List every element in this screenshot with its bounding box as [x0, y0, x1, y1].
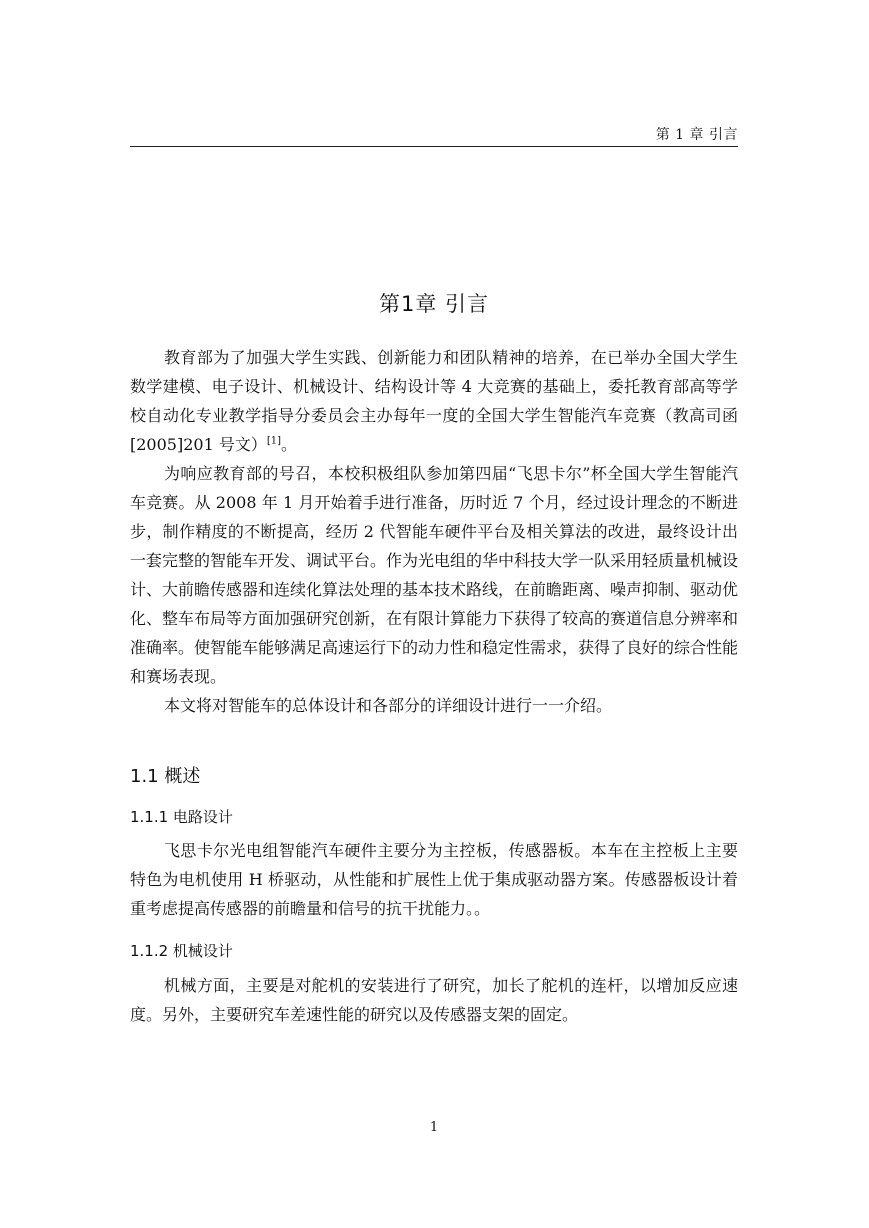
subsection-title-circuit-design: 1.1.1 电路设计: [130, 808, 233, 826]
intro-block: [130, 343, 738, 720]
running-header: [130, 122, 738, 147]
mechanical-design-block: [130, 971, 738, 1029]
intro-paragraph-1-end: 。: [281, 435, 298, 454]
mechanical-design-paragraph: 机械方面，主要是对舵机的安装进行了研究，加长了舵机的连杆，以增加反应速度。另外，主要研究车差速性能的研究以及传感器支架的固定。: [130, 976, 738, 1024]
running-header-title: 第 1 章 引言: [655, 127, 738, 143]
page-number: 1: [429, 1120, 439, 1135]
intro-paragraph-3: 本文将对智能车的总体设计和各部分的详细设计进行一一介绍。: [164, 696, 613, 715]
circuit-design-paragraph: 飞思卡尔光电组智能汽车硬件主要分为主控板，传感器板。本车在主控板上主要特色为电机使用 H 桥驱动，从性能和扩展性上优于集成驱动器方案。传感器板设计着重考虑提高传感器的前瞻量和信号的抗干扰能力。。: [130, 841, 738, 918]
subsection-title-mechanical-design: 1.1.2 机械设计: [130, 942, 233, 960]
citation-reference: [1]: [266, 435, 282, 447]
circuit-design-block: [130, 836, 738, 923]
intro-paragraph-1: [130, 343, 738, 459]
intro-paragraph-1-text: 教育部为了加强大学生实践、创新能力和团队精神的培养，在已举办全国大学生数学建模、电子设计、机械设计、结构设计等 4 大竞赛的基础上，委托教育部高等学校自动化专业教学指导分委员会主办每年一度的全国大学生智能汽车竞赛（教高司函[2005]201 号文）: [130, 348, 738, 454]
chapter-title: 第1章 引言: [378, 292, 490, 316]
section-title-overview: 1.1 概述: [130, 766, 201, 787]
intro-paragraph-2: 为响应教育部的号召，本校积极组队参加第四届“飞思卡尔”杯全国大学生智能汽车竞赛。从 2008 年 1 月开始着手进行准备，历时近 7 个月，经过设计理念的不断进步，制作精度的不断提高，经历 2 代智能车硬件平台及相关算法的改进，最终设计出一套完整的智能车开发、调试平台。作为光电组的华中科技大学一队采用轻质量机械设计、大前瞻传感器和连续化算法处理的基本技术路线，在前瞻距离、噪声抑制、驱动优化、整车布局等方面加强研究创新，在有限计算能力下获得了较高的赛道信息分辨率和准确率。使智能车能够满足高速运行下的动力性和稳定性需求，获得了良好的综合性能和赛场表现。: [130, 464, 739, 686]
